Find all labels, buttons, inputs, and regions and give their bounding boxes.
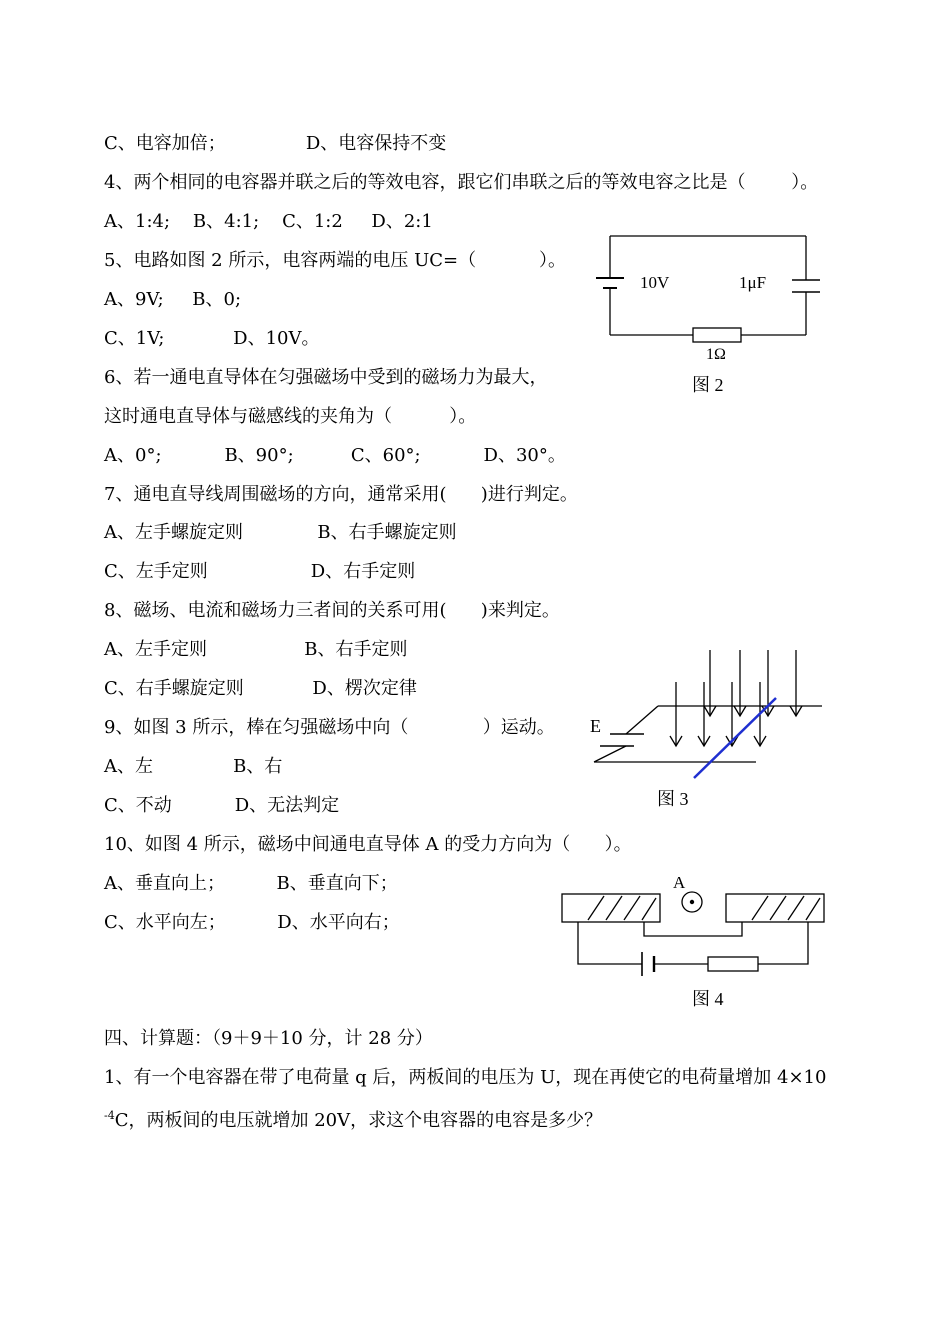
conductor-dot [690, 900, 694, 904]
text-line: A、垂直向上； B、垂直向下； [104, 873, 398, 894]
figure-2-circuit [590, 228, 830, 368]
figure-4-caption: 图 4 [692, 989, 724, 1009]
resistor-label: 1Ω [706, 346, 726, 363]
text-line: C、1V; D、10V。 [104, 328, 320, 349]
text-line: 4、两个相同的电容器并联之后的等效电容，跟它们串联之后的等效电容之比是（ ）。 [104, 172, 819, 193]
text-line: C、水平向左； D、水平向右； [104, 912, 400, 933]
text-line: A、左手定则 B、右手定则 [104, 639, 408, 660]
text-line: 5、电路如图 2 所示，电容两端的电压 UC=（ ）。 [104, 250, 567, 271]
conductor-label: A [673, 873, 686, 892]
text-line: C、不动 D、无法判定 [104, 795, 340, 816]
text-line: C、右手螺旋定则 D、楞次定律 [104, 678, 417, 699]
text-line: 这时通电直导体与磁感线的夹角为（ ）。 [104, 406, 477, 427]
text-line-continuation: C，两板间的电压就增加 20V，求这个电容器的电容是多少？ [114, 1110, 603, 1131]
figure-3-caption: 图 3 [657, 789, 689, 809]
text-line: 7、通电直导线周围磁场的方向，通常采用( )进行判定。 [104, 484, 578, 505]
text-line: A、9V; B、0; [104, 289, 242, 310]
figure-2-caption: 图 2 [692, 375, 724, 395]
exponent: -4 [104, 1109, 115, 1122]
text-line: 10、如图 4 所示，磁场中间通电直导体 A 的受力方向为（ ）。 [104, 834, 632, 855]
emf-label: E [590, 716, 601, 736]
text-line: 9、如图 3 所示，棒在匀强磁场中向（ ）运动。 [104, 717, 555, 738]
text-line: C、左手定则 D、右手定则 [104, 561, 416, 582]
section-heading: 四、计算题：（9＋9＋10 分，计 28 分） [104, 1028, 433, 1049]
text-line: 6、若一通电直导体在匀强磁场中受到的磁场力为最大， [104, 367, 548, 388]
text-line: A、1:4; B、4:1; C、1:2 D、2:1 [104, 211, 433, 232]
battery-label: 10V [640, 273, 670, 292]
text-line: A、0°; B、90°; C、60°; D、30°。 [104, 445, 566, 466]
text-line: C、电容加倍； D、电容保持不变 [104, 133, 447, 154]
text-line: A、左 B、右 [104, 756, 283, 777]
text-line: 8、磁场、电流和磁场力三者间的关系可用( )来判定。 [104, 600, 560, 621]
text-line [104, 1110, 602, 1132]
text-line: A、左手螺旋定则 B、右手螺旋定则 [104, 522, 457, 543]
capacitor-label: 1μF [739, 273, 767, 292]
figure-4-magnet [558, 872, 830, 982]
circuit-diagram [590, 228, 830, 368]
magnetic-field-diagram [586, 648, 826, 784]
figure-3-rails [586, 648, 826, 784]
text-line: 1、有一个电容器在带了电荷量 q 后，两板间的电压为 U，现在再使它的电荷量增加 4×10 [104, 1067, 827, 1088]
magnet-conductor-diagram [558, 872, 830, 982]
